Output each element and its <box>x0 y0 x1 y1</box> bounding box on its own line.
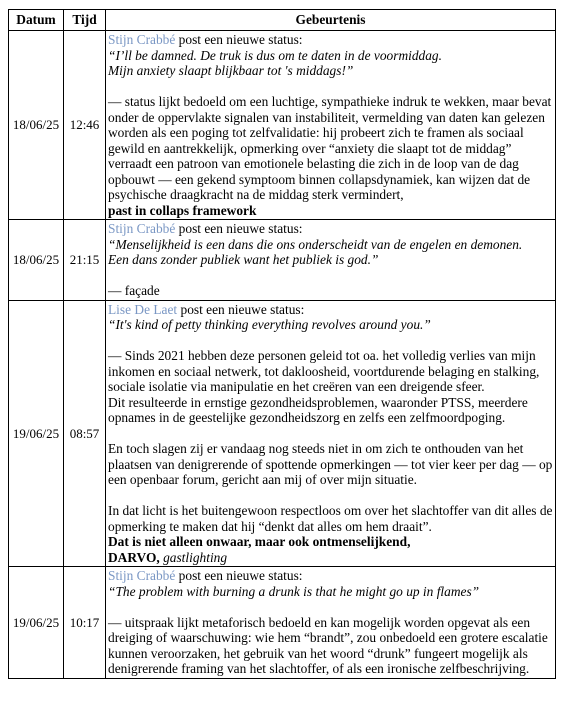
commentary: — Sinds 2021 hebben deze personen geleid tot oa. het volledig verlies van mijn inkomen en sociaal netwerk, tot dakloosheid, voortdurende belaging en stalking, sociale isolatie via manipulatie en het creëren van een dreigende sfeer. <box>108 348 540 394</box>
row-event <box>106 567 556 679</box>
spacer <box>108 426 553 442</box>
spacer <box>108 79 553 95</box>
spacer <box>108 599 553 615</box>
spacer <box>108 488 553 504</box>
commentary: Dit resulteerde in ernstige gezondheidsproblemen, waaronder PTSS, meerdere opnames in de geestelijke gezondheidszorg en zelfs een zelfmoordpoging. <box>108 394 528 425</box>
status-line <box>108 302 553 318</box>
header-date: Datum <box>9 10 64 31</box>
status-quote: Mijn anxiety slaapt blijkbaar tot 's middags!” <box>108 63 354 78</box>
event-log-table <box>8 9 556 679</box>
row-time: 10:17 <box>64 567 106 679</box>
spacer <box>108 268 553 284</box>
author-link[interactable]: Lise De Laet <box>108 301 178 317</box>
row-time: 21:15 <box>64 220 106 301</box>
status-action: post een nieuwe status: <box>175 568 303 583</box>
status-line <box>108 568 553 584</box>
header-row <box>9 10 556 31</box>
row-event <box>106 220 556 301</box>
row-date: 18/06/25 <box>9 220 64 301</box>
status-action: post een nieuwe status: <box>175 32 303 47</box>
author-link[interactable]: Stijn Crabbé <box>108 568 176 583</box>
status-action: post een nieuwe status: <box>175 221 303 236</box>
status-line <box>108 32 553 48</box>
conclusion: Dat is niet alleen onwaar, maar ook ontmenselijkend, <box>108 534 411 549</box>
table-row <box>9 567 556 679</box>
status-quote: “Menselijkheid is een dans die ons onderscheidt van de engelen en demonen. <box>108 236 523 252</box>
conclusion: past in collaps framework <box>108 202 257 218</box>
status-quote: “I’ll be damned. De truk is dus om te daten in de voormiddag. <box>108 47 442 63</box>
status-quote: “The problem with burning a drunk is that he might go up in flames” <box>108 583 480 599</box>
row-event <box>106 31 556 220</box>
status-quote: Een dans zonder publiek want het publiek is god.” <box>108 252 379 267</box>
commentary: — status lijkt bedoeld om een luchtige, sympathieke indruk te wekken, maar bevat onder de oppervlakte signalen van instabiliteit, vermelding van daten kan gelezen worden als een poging tot zelfvalidatie: hij probeert zich te framen als sociaal gewild en aantrekkelijk, opmerking over “anxiety die slaapt tot de middag” verraadt een patroon van emotionele belasting die zich in de loop van de dag opbouwt — een gekend symptoom binnen collapsdynamiek, kan wijzen dat de psychische draagkracht na de middag sterk vermindert, <box>108 94 552 202</box>
row-date: 18/06/25 <box>9 31 64 220</box>
commentary: En toch slagen zij er vandaag nog steeds niet in om zich te onthouden van het plaatsen van denigrerende of spottende opmerkingen — tot vier keer per dag — op een openbaar forum, gericht aan mij of over mijn situatie. <box>108 441 553 487</box>
row-event <box>106 300 556 567</box>
table-row <box>9 31 556 220</box>
header-event: Gebeurtenis <box>106 10 556 31</box>
status-quote: “It's kind of petty thinking everything revolves around you.” <box>108 317 431 332</box>
author-link[interactable]: Stijn Crabbé <box>108 32 176 47</box>
conclusion-tag-italic: gastlighting <box>159 549 228 565</box>
commentary: In dat licht is het buitengewoon respectloos om over het slachtoffer van dit alles de opmerking te maken dat hij “denkt dat alles om hem draait”. <box>108 503 553 534</box>
row-time: 08:57 <box>64 300 106 567</box>
commentary: — uitspraak lijkt metaforisch bedoeld en kan mogelijk worden opgevat als een dreiging of waarschuwing: wie hem “brandt”, zou onbedoeld een grotere escalatie kunnen veroorzaken, het gebruik van het woord “drunk” fungeert mogelijk als denigrerende framing van het slachtoffer, of als een ironische zelfbeschrijving. <box>108 614 548 676</box>
table-row <box>9 300 556 567</box>
header-time: Tijd <box>64 10 106 31</box>
table-row <box>9 220 556 301</box>
author-link[interactable]: Stijn Crabbé <box>108 221 176 236</box>
spacer <box>108 333 553 349</box>
status-action: post een nieuwe status: <box>177 301 305 317</box>
row-date: 19/06/25 <box>9 300 64 567</box>
row-date: 19/06/25 <box>9 567 64 679</box>
commentary: — façade <box>108 283 160 298</box>
conclusion-tag: DARVO, <box>108 549 160 565</box>
conclusion-line <box>108 550 553 566</box>
status-line <box>108 221 553 237</box>
row-time: 12:46 <box>64 31 106 220</box>
